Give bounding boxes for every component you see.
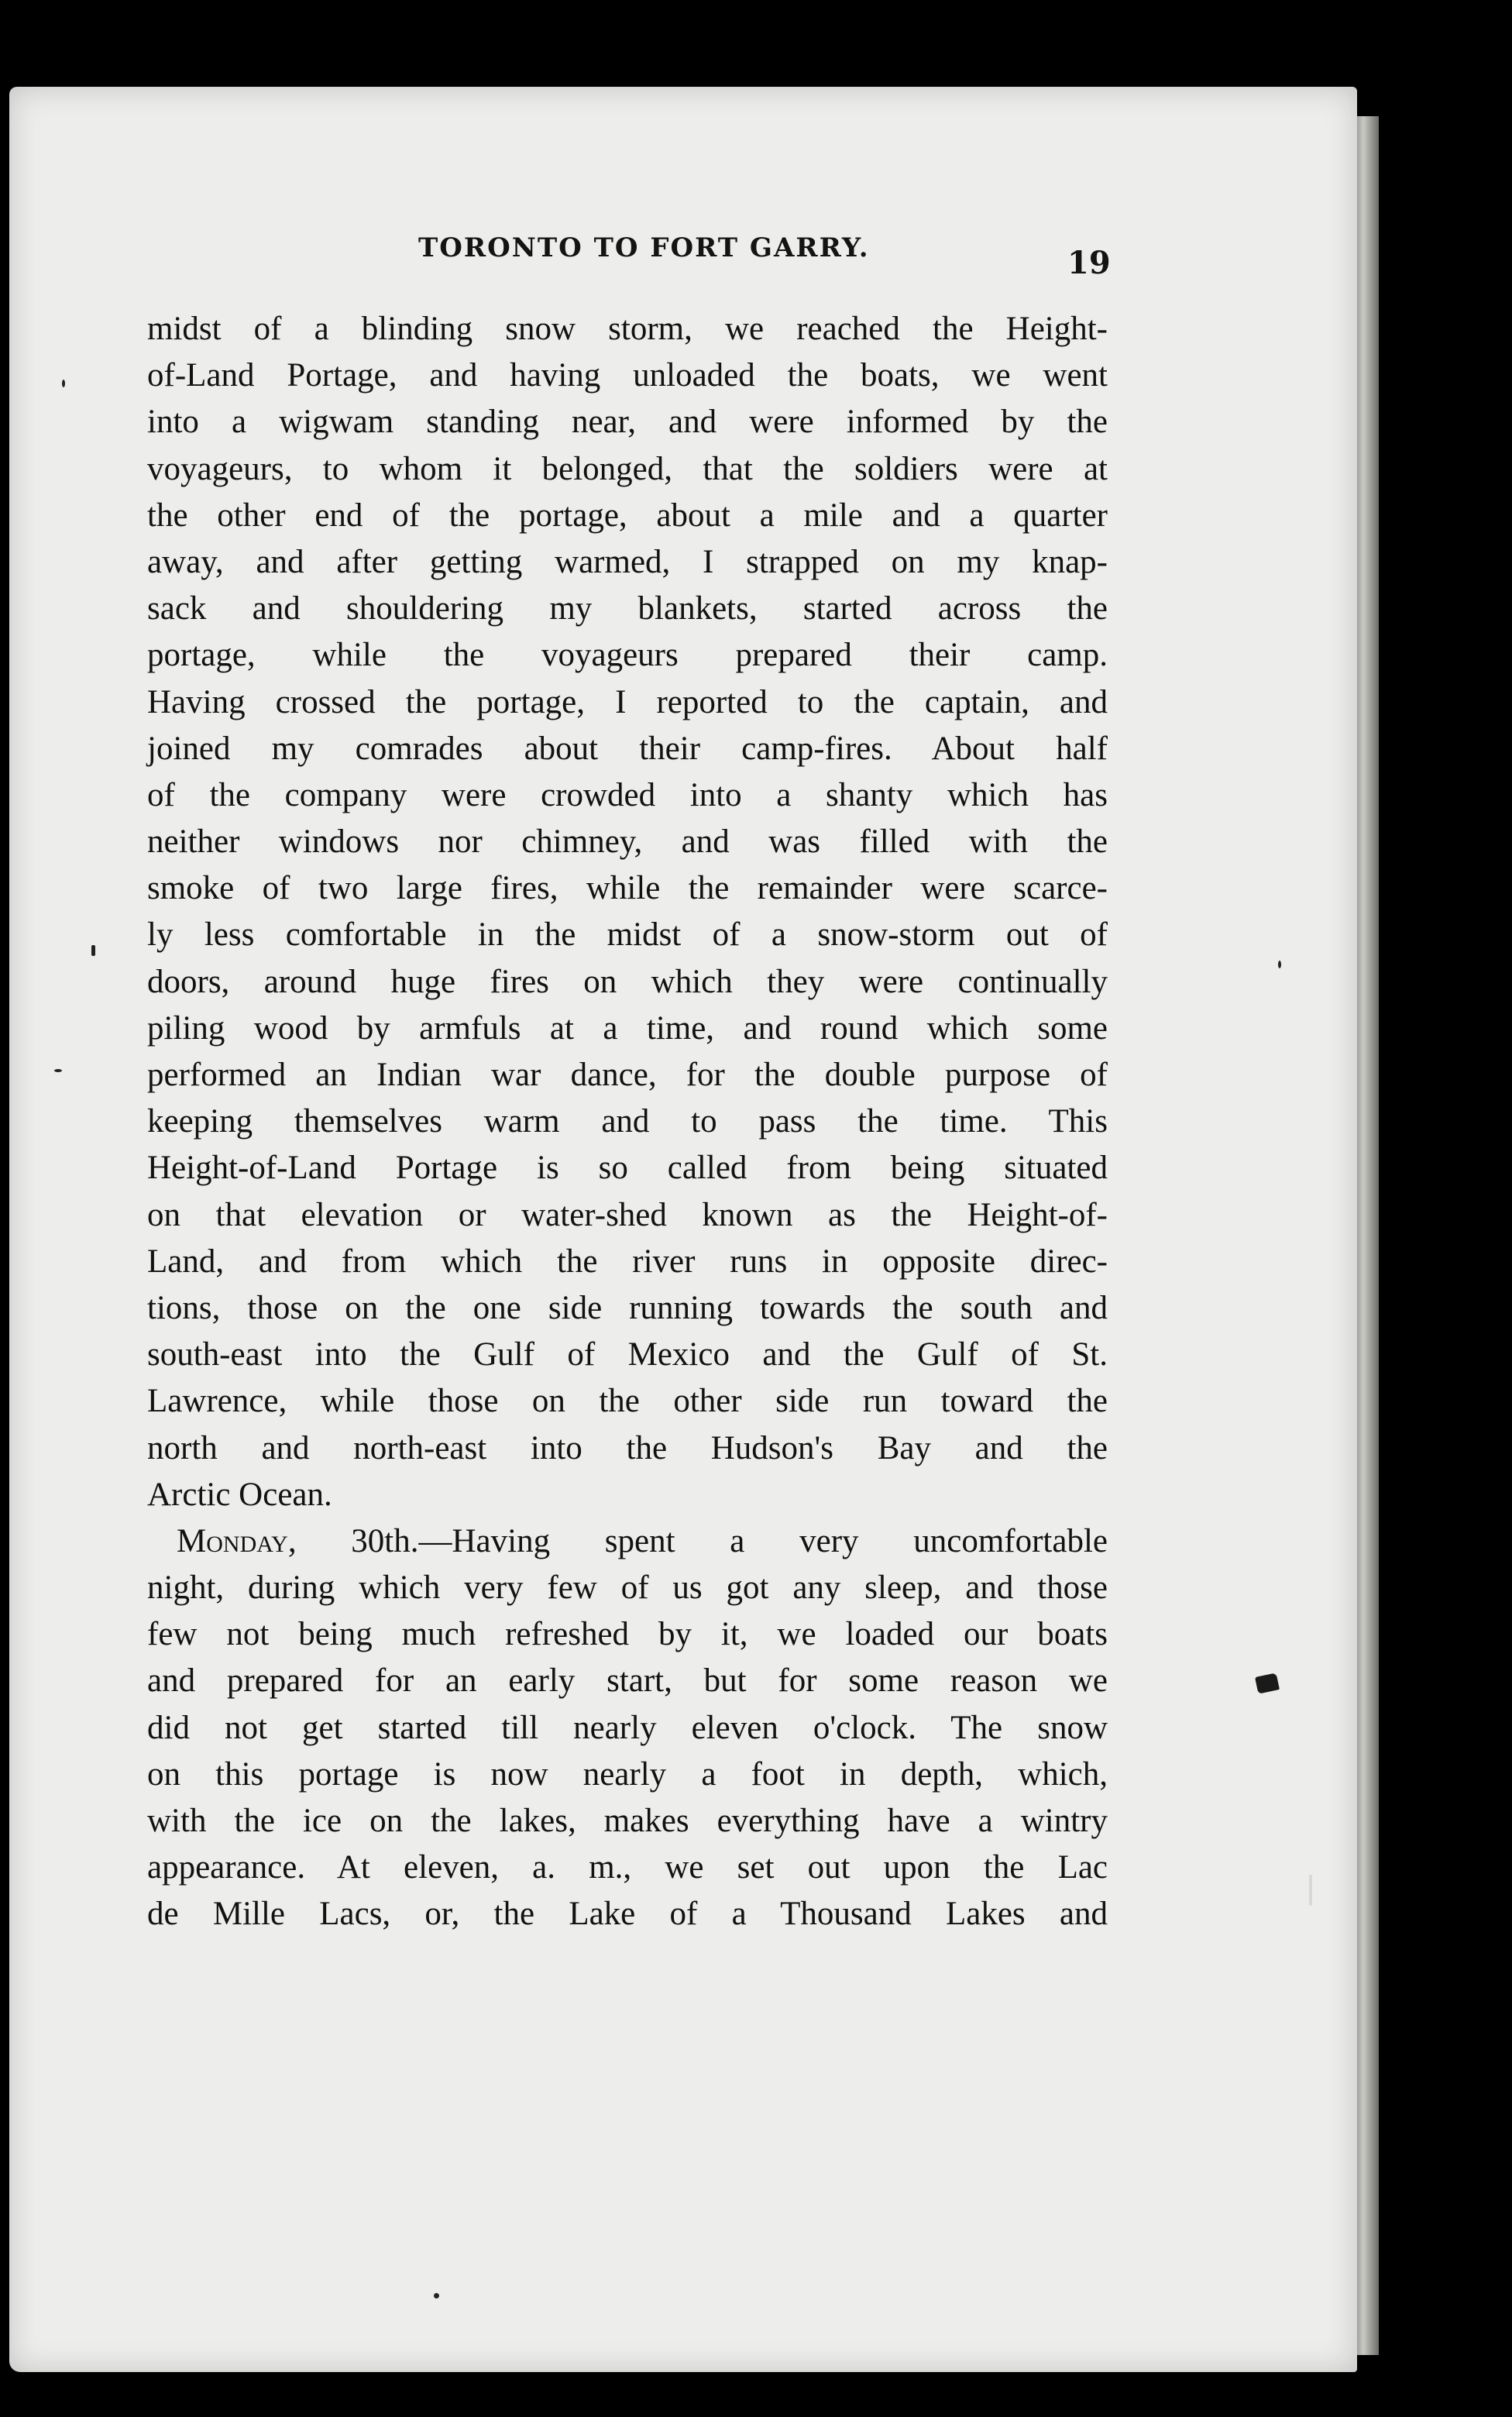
text-line: sack and shouldering my blankets, started across the [147, 590, 1108, 627]
text-line: Lawrence, while those on the other side run toward the [147, 1383, 1108, 1420]
text-line: with the ice on the lakes, makes everything have a wintry [147, 1803, 1108, 1839]
text-line: Height-of-Land Portage is so called from being situated [147, 1150, 1108, 1187]
text-line: north and north-east into the Hudson's Bay and the [147, 1429, 1108, 1466]
text-line: few not being much refreshed by it, we loaded our boats [147, 1616, 1108, 1653]
text-line: doors, around huge fires on which they were continually [147, 963, 1108, 1000]
text-line: Having crossed the portage, I reported to the captain, and [147, 683, 1108, 720]
body-text [147, 306, 1108, 1938]
dust-speck [1278, 961, 1281, 968]
dust-speck [91, 945, 95, 956]
text-line: voyageurs, to whom it belonged, that the soldiers were at [147, 450, 1108, 487]
running-head: TORONTO TO FORT GARRY. [418, 232, 870, 263]
text-line: on that elevation or water-shed known as the Height-of- [147, 1196, 1108, 1233]
text-line: keeping themselves warm and to pass the time. This [147, 1103, 1108, 1140]
text-line: neither windows nor chimney, and was filled with the [147, 823, 1108, 861]
text-line: performed an Indian war dance, for the double purpose of [147, 1057, 1108, 1093]
text-line: on this portage is now nearly a foot in depth, which, [147, 1755, 1108, 1793]
text-line: tions, those on the one side running towards the south and [147, 1289, 1108, 1326]
text-line: piling wood by armfuls at a time, and round which some [147, 1009, 1108, 1047]
text-line: south-east into the Gulf of Mexico and the Gulf of St. [147, 1336, 1108, 1374]
text-line: did not get started till nearly eleven o'clock. The snow [147, 1709, 1108, 1746]
text-line: de Mille Lacs, or, the Lake of a Thousand Lakes and [147, 1896, 1108, 1933]
text-line: into a wigwam standing near, and were informed by the [147, 404, 1108, 441]
date-text: , 30th.—Having spent a very uncomfortable [287, 1522, 1108, 1559]
dust-speck [62, 380, 65, 387]
paragraph-end-line: Arctic Ocean. [147, 1476, 332, 1513]
text-line: appearance. At eleven, a. m., we set out upon the Lac [147, 1849, 1108, 1886]
text-line: of the company were crowded into a shanty which has [147, 776, 1108, 813]
text-line: of-Land Portage, and having unloaded the boats, we went [147, 357, 1108, 394]
text-line: the other end of the portage, about a mile and a quarter [147, 497, 1108, 534]
text-line: midst of a blinding snow storm, we reached the Height- [147, 311, 1108, 347]
text-line: smoke of two large fires, while the remainder were scarce- [147, 870, 1108, 907]
paragraph-first-line [147, 1518, 1108, 1565]
dust-speck [1309, 1875, 1312, 1906]
day-name: Monday [177, 1522, 288, 1559]
dust-speck [434, 2293, 439, 2298]
text-line: night, during which very few of us got any sleep, and those [147, 1570, 1108, 1607]
text-line: and prepared for an early start, but for some reason we [147, 1662, 1108, 1700]
text-line: ly less comfortable in the midst of a snow-storm out of [147, 916, 1108, 954]
text-line: portage, while the voyageurs prepared their camp. [147, 637, 1108, 674]
text-line: joined my comrades about their camp-fires. About half [147, 730, 1108, 767]
dust-speck [54, 1069, 62, 1072]
page-number: 19 [1067, 245, 1111, 281]
text-line: away, and after getting warmed, I strapped on my knap- [147, 543, 1108, 580]
text-line: Land, and from which the river runs in opposite direc- [147, 1243, 1108, 1280]
